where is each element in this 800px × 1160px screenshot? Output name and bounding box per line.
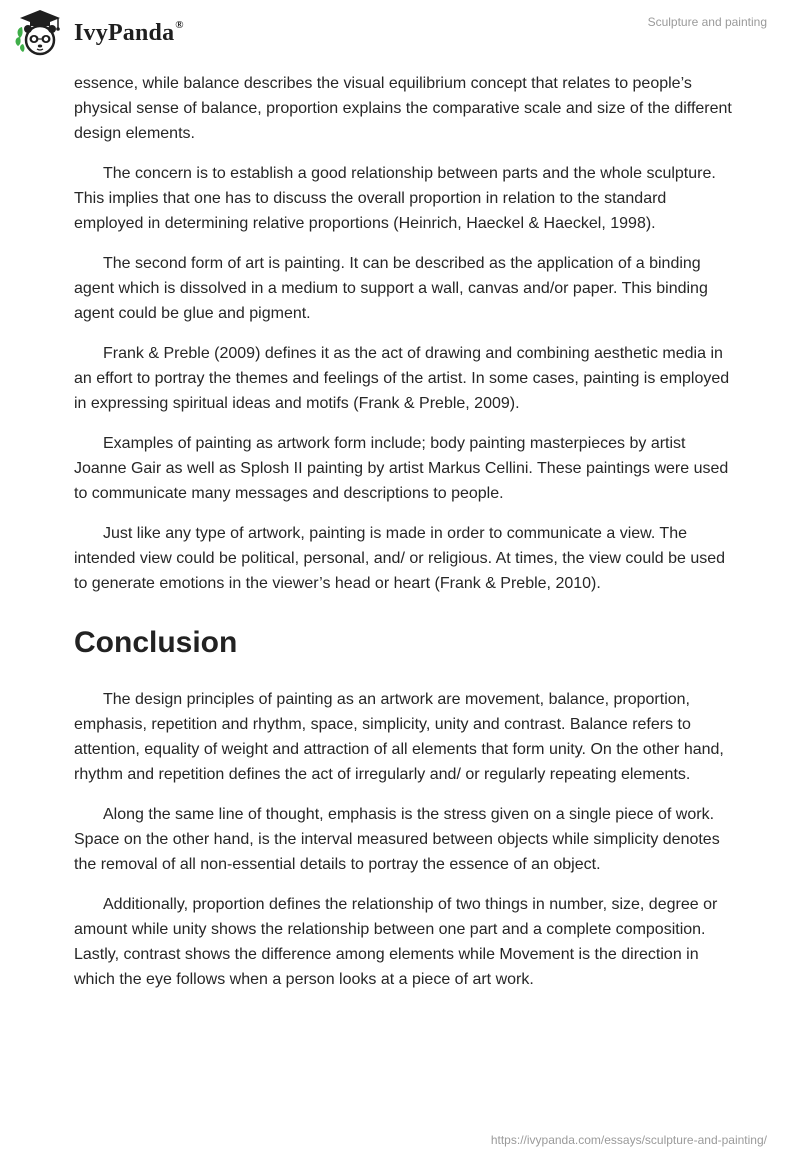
- paragraph: Additionally, proportion defines the relationship of two things in number, size, degree or amount while unity shows the relationship between one part and a complete composition. Lastly, contrast shows the difference among elements while Movement is the direction in which the eye follows when a person looks at a piece of art work.: [74, 896, 718, 988]
- panda-logo-icon: [14, 8, 66, 58]
- registered-mark: ®: [175, 18, 184, 31]
- paragraph: The concern is to establish a good relationship between parts and the whole sculpture. This implies that one has to discuss the overall proportion in relation to the standard employed in determining relative proportions (Heinrich, Haeckel & Haeckel, 1998).: [74, 165, 716, 232]
- paragraph: The design principles of painting as an artwork are movement, balance, proportion, emphasis, repetition and rhythm, space, simplicity, unity and contrast. Balance refers to attention, equality of weight and attraction of all elements that form unity. On the other hand, rhythm and repetition defines the act of irregularly and/ or regularly repeating elements.: [74, 691, 724, 783]
- paragraph: Along the same line of thought, emphasis is the stress given on a single piece of work. Space on the other hand, is the interval measured between objects while simplicity denotes the removal of all non-essential details to portray the essence of an object.: [74, 806, 720, 873]
- document-title: Sculpture and painting: [647, 15, 767, 29]
- paragraph: Examples of painting as artwork form include; body painting masterpieces by artist Joanne Gair as well as Splosh II painting by artist Markus Cellini. These paintings were used to communicate many messages and descriptions to people.: [74, 435, 729, 502]
- paragraph: The second form of art is painting. It can be described as the application of a binding agent which is dissolved in a medium to support a wall, canvas and/or paper. This binding agent could be glue and pigment.: [74, 255, 708, 322]
- paragraph: Frank & Preble (2009) defines it as the act of drawing and combining aesthetic media in an effort to portray the themes and feelings of the artist. In some cases, painting is employed in expressing spiritual ideas and motifs (Frank & Preble, 2009).: [74, 345, 730, 412]
- page-header: [0, 0, 800, 70]
- brand-name: IvyPanda®: [74, 18, 184, 46]
- section-heading-conclusion: Conclusion: [74, 626, 238, 659]
- paragraph-continuation: essence, while balance describes the visual equilibrium concept that relates to people’s physical sense of balance, proportion explains the comparative scale and size of the different design elements.: [74, 75, 732, 142]
- source-url[interactable]: https://ivypanda.com/essays/sculpture-and-painting/: [490, 1133, 767, 1147]
- essay-content: [74, 71, 734, 1007]
- paragraph: Just like any type of artwork, painting is made in order to communicate a view. The intended view could be political, personal, and/ or religious. At times, the view could be used to generate emotions in the viewer’s head or heart (Frank & Preble, 2010).: [74, 525, 726, 592]
- brand-logo[interactable]: [14, 8, 184, 58]
